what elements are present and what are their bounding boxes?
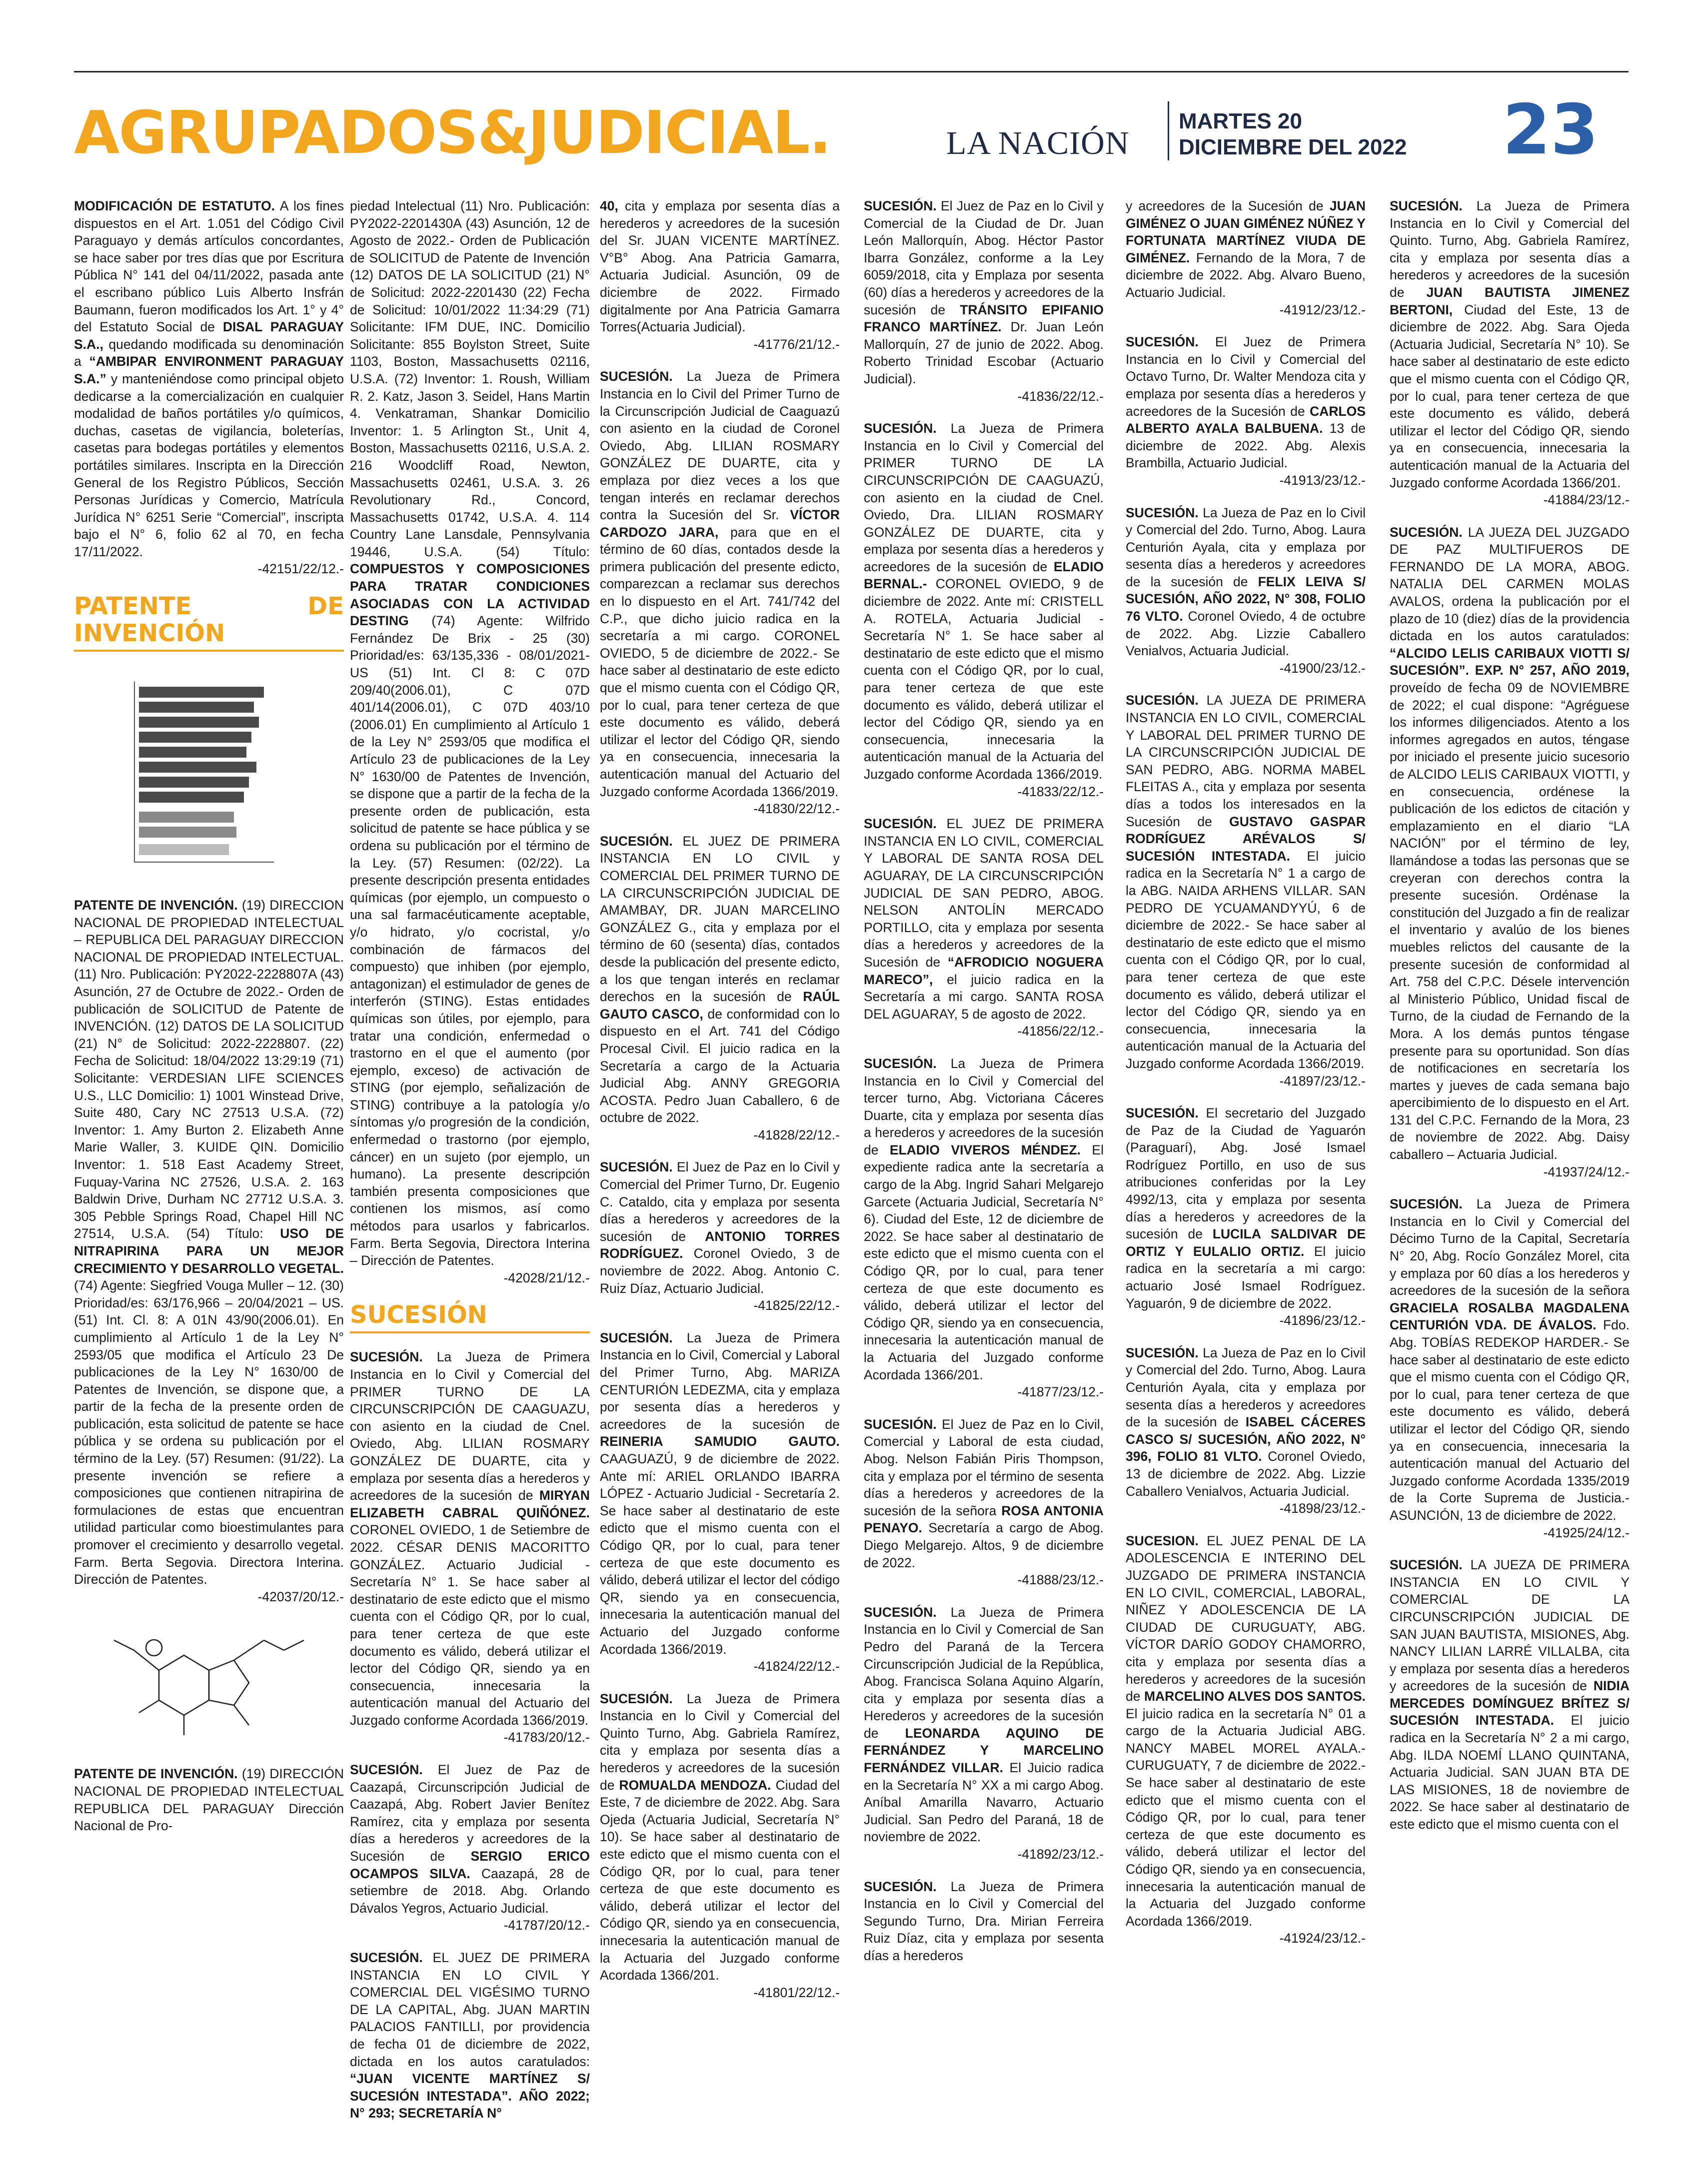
notice-ref: -41877/23/12.- (1017, 1384, 1104, 1400)
notice-ref: -41898/23/12.- (1279, 1501, 1366, 1516)
notice-sucesion (600, 1690, 840, 2002)
notice-patente-1 (74, 897, 344, 1605)
notice-sucesion (1390, 1195, 1630, 1541)
notice-modificacion-estatuto (74, 197, 344, 578)
notice-body: La Jueza de Primera Instancia en lo Civil y Comercial del Quinto Turno, Abg. Gabriela Ramírez, cita y emplaza por sesenta días a herederos y acreedores de la sucesión de (600, 1691, 840, 1793)
notice-name: ELADIO VIVEROS MÉNDEZ. (889, 1142, 1081, 1157)
notice-body-2: para que en el término de 60 días, contados desde la primera publicación del presente edicto, comparezcan a reclamar sus derechos en lo dispuesto en el Art. 741/742 del C.P., que dicho juicio radica en la secretaría a mi cargo. CORONEL OVIEDO, 5 de diciembre de 2022.- Se hace saber al destinatario de este edicto que el mismo cuenta con el Código QR, por lo cual, para tener certeza de que este documento es válido, deberá utilizar el lector del Código QR, siendo ya en consecuencia, innecesaria la autenticación manual del Actuario del Juzgado conforme Acordada 1366/2019. (600, 524, 840, 799)
notice-name: REINERIA SAMUDIO GAUTO. (600, 1434, 840, 1449)
notice-patent-title: COMPUESTOS Y COMPOSICIONES PARA TRATAR CONDICIONES ASOCIADAS CON LA ACTIVIDAD DESTING (350, 561, 590, 629)
notice-body-2: Dr. Juan León Mallorquín, 27 de junio de 2022. Abog. Roberto Trinidad Escobar (Actuario Judicial). (864, 319, 1104, 386)
notice-sucesion (864, 1055, 1104, 1401)
notice-name: ELADIO BERNAL.- (864, 559, 1104, 592)
notice-body: La Jueza de Paz en lo Civil y Comercial del 2do. Turno, Abog. Laura Centurión Ayala, cita y emplaza por sesenta días a herederos y acreedores de la sucesión de (1126, 505, 1366, 589)
notice-body-2: El Juicio radica en la Secretaría N° XX a mi cargo Abog. Aníbal Amarilla Navarro, Actuario Judicial. San Pedro del Paraná, 18 de noviembre de 2022. (864, 1760, 1104, 1845)
notice-body-2: CAAGUAZÚ, 9 de diciembre de 2022. Ante mí: ARIEL ORLANDO IBARRA LÓPEZ - Actuario Judicial - Secretaría 2. Se hace saber al destinatario de este edicto que el mismo cuenta con el Código QR, por lo cual, para tener certeza de que este documento es válido, deberá utilizar el lector del código QR, siendo ya en consecuencia, innecesaria la autenticación manual del Actuario del Juzgado conforme Acordada 1366/2019. (600, 1451, 840, 1657)
notice-title: SUCESIÓN. (350, 1762, 423, 1778)
notice-body-2: (74) Agente: Siegfried Vouga Muller – 12. (30) Prioridad/es: 63/176,966 – 20/04/2021 – US. (51) Int. Cl. 8: A 01N 43/90(2006.01). En cumplimiento al Artículo 1 de la Ley N° 2593/05 que modifica el Artículo 23 De publicaciones de la Ley N° 1630/00 de Patentes de Invención, se dispone que, a partir de la fecha de la presente orden de publicación, esta solicitud de patente se hace pública y se ordena su publicación por el término de la Ley. (57) Resumen: (91/22). La presente invención se refiere a composiciones que contienen nitrapirina de formulaciones de estas que encuentran utilidad particular como bioestimulantes para promover el crecimiento y desarrollo vegetal. Farm. Berta Segovia. Directora Interina. Dirección de Patentes. (74, 1278, 344, 1587)
notice-body-2: El juicio radica en la secretaría N° 01 a cargo de la Actuaria Judicial ABG. NANCY MABEL MOREL AYALA.- CURUGUATY, 7 de diciembre de 2022.- Se hace saber al destinatario de este edicto que el mismo cuenta con el Código QR, por lo cual, para tener certeza de que este documento es válido, deberá utilizar el lector del Código QR, siendo ya en consecuencia, innecesaria la autenticación manual de la Actuaria del Juzgado conforme Acordada 1366/2019. (1126, 1706, 1366, 1929)
notice-title: SUCESIÓN. (600, 1159, 673, 1175)
notice-ref: -41937/24/12.- (1543, 1164, 1630, 1179)
notice-body-2: 13 de diciembre de 2022. Abg. Alexis Brambilla, Actuario Judicial. (1126, 421, 1366, 471)
notice-sucesion (864, 420, 1104, 800)
notice-title: SUCESIÓN. (1126, 505, 1199, 520)
notice-name: “AFRODICIO NOGUERA MARECO”, (864, 954, 1104, 987)
notice-name: JUAN GIMÉNEZ O JUAN GIMÉNEZ NÚÑEZ Y FORTUNATA MARTÍNEZ VIUDA DE GIMÉNEZ. (1126, 198, 1366, 265)
notice-body: El Juez de Paz en lo Civil y Comercial de la Ciudad de Dr. Juan León Mallorquín, Abog. Héctor Pastor Ibarra González, conforme a la Ley 6059/2018, cita y Emplaza por sesenta (60) días a herederos y acreedores de la sucesión de (864, 198, 1104, 317)
notice-title: SUCESIÓN. (600, 1330, 673, 1345)
notice-title: SUCESIÓN. (1390, 524, 1463, 540)
notice-title: SUCESIÓN. (350, 1349, 423, 1365)
notice-title: SUCESIÓN. (1390, 1196, 1463, 1212)
notice-ref: -41828/22/12.- (753, 1127, 840, 1142)
notice-body: La Jueza de Primera Instancia en lo Civil del Primer Turno de la Circunscripción Judicial de Caaguazú con asiento en la ciudad de Coronel Oviedo, Abg. LILIAN ROSMARY GONZÁLEZ DE DUARTE, cita y emplaza por diez veces a los que tengan interés en reclamar derechos contra la Sucesión del Sr. (600, 369, 840, 523)
issue-date (1179, 108, 1407, 160)
notice-body-2: Fdo. Abg. TOBÍAS REDEKOP HARDER.- Se hace saber al destinatario de este edicto que el mismo cuenta con el Código QR, por lo cual, para tener certeza de que este documento es válido, deberá utilizar el lector del Código QR, siendo ya en consecuencia, innecesaria la autenticación manual del Actuario del Juzgado conforme Acordada 1335/2019 de la Corte Suprema de Justicia.- ASUNCIÓN, 13 de diciembre de 2022. (1390, 1317, 1630, 1523)
notice-title: SUCESIÓN. (600, 833, 673, 849)
column-1 (74, 197, 344, 1850)
notice-title: SUCESIÓN. (864, 1416, 937, 1432)
notice-body: LA JUEZA DE PRIMERA INSTANCIA EN LO CIVIL Y COMERCIAL DE LA CIRCUNSCRIPCIÓN JUDICIAL DE SAN JUAN BAUTISTA, MISIONES, Abg. NANCY LILIAN LARRÉ VILLALBA, cita y emplaza por sesenta días a herederos y acreedores de la sucesión de (1390, 1557, 1630, 1694)
notice-body-2: Caazapá, 28 de setiembre de 2018. Abg. Orlando Dávalos Yegros, Actuario Judicial. (350, 1866, 590, 1916)
notice-body: LA JUEZA DEL JUZGADO DE PAZ MULTIFUEROS DE FERNANDO DE LA MORA, ABOG. NATALIA DEL CARMEN MOLAS AVALOS, ordena la publicación por el plazo de 10 (diez) días de la providencia dictada en los autos caratulados: (1390, 524, 1630, 644)
notice-body-2: de conformidad con lo dispuesto en el Art. 741 del Código Procesal Civil. El juicio radica en la Secretaría a cargo de la Actuaria Judicial Abg. ANNY GREGORIA ACOSTA. Pedro Juan Caballero, 6 de octubre de 2022. (600, 1006, 840, 1125)
notice-name: GRACIELA ROSALBA MAGDALENA CENTURIÓN VDA. DE ÁVALOS. (1390, 1300, 1630, 1333)
notice-sucesion-continued (1126, 197, 1366, 318)
notice-body: La Jueza de Primera Instancia en lo Civil y Comercial del Décimo Turno de la Capital, Secretaría N° 20, Abg. Rocío González Morel, cita y emplaza por 60 días a los herederos y acreedores de la sucesión de la señora (1390, 1196, 1630, 1298)
notice-body-2: CORONEL OVIEDO, 9 de diciembre de 2022. Ante mí: CRISTELL A. ROTELA, Actuaria Judicial - Secretaría N° 1. Se hace saber al destinatario de este edicto que el mismo cuenta con el Código QR, por lo cual, para tener certeza de que este documento es válido, deberá utilizar el lector del Código QR, siendo ya en consecuencia, innecesaria la autenticación manual de la Actuaria del Juzgado conforme Acordada 1366/2019. (864, 576, 1104, 782)
notice-title: SUCESIÓN. (864, 816, 937, 832)
notice-title: PATENTE DE INVENCIÓN. (74, 1766, 238, 1782)
notice-sucesion (350, 1949, 590, 2122)
column-6 (1390, 197, 1630, 1848)
masthead (74, 89, 1629, 170)
notice-ref: -41783/20/12.- (503, 1730, 590, 1745)
notice-new-name: “AMBIPAR ENVIRONMENT PARAGUAY S.A.” (74, 354, 344, 386)
notice-title: SUCESIÓN. (1126, 334, 1199, 350)
notice-ref: -41776/21/12.- (753, 336, 840, 352)
notice-ref: -41787/20/12.- (503, 1918, 590, 1933)
notice-patente-2-continued (350, 197, 590, 1286)
notice-body: EL JUEZ PENAL DE LA ADOLESCENCIA E INTERINO DEL JUZGADO DE PRIMERA INSTANCIA EN LO CIVIL, COMERCIAL, LABORAL, NIÑEZ Y ADOLESCENCIA DE LA CIUDAD DE CURUGUATY, ABG. VÍCTOR DARÍO GODOY CHAMORRO, cita y emplaza por sesenta días a herederos y acreedores de la sucesión de (1126, 1533, 1366, 1704)
notice-ref: -42151/22/12.- (257, 561, 344, 577)
notice-title: SUCESIÓN. (1126, 693, 1199, 708)
notice-body-3: y manteniéndose como principal objeto dedicarse a la comercialización en cualquier modalidad de baños portátiles y/o químicos, duchas, casetas de vigilancia, boleterías, casetas para bodegas portátiles y elementos portátiles similares. Inscripta en la Dirección General de los Registro Públicos, Sección Personas Jurídicas y Comercio, Matrícula Jurídica N° 6251 Serie “Comercial”, inscripta bajo el N° 6, folio 62 al 70, en fecha 17/11/2022. (74, 371, 344, 559)
notice-sucesion (864, 1416, 1104, 1589)
notice-ref: -41856/22/12.- (1017, 1024, 1104, 1039)
column-4 (864, 197, 1104, 1980)
notice-ref: -41897/23/12.- (1279, 1073, 1366, 1089)
notice-title: SUCESIÓN. (864, 421, 937, 436)
notice-sucesion (864, 197, 1104, 405)
notice-body: La Jueza de Paz en lo Civil y Comercial del 2do. Turno, Abog. Laura Centurión Ayala, cita y emplaza por sesenta días a herederos y acreedores de la sucesión de (1126, 1345, 1366, 1430)
notice-body: El secretario del Juzgado de Paz de la Ciudad de Yaguarón (Paraguarí), Abg. José Ismael Rodríguez Portillo, en uso de sus atribuciones conferidas por la Ley 4992/13, cita y emplaza por sesenta días a herederos y acreedores de la sucesión de (1126, 1105, 1366, 1242)
notice-body: EL JUEZ DE PRIMERA INSTANCIA EN LO CIVIL y COMERCIAL DEL PRIMER TURNO DE LA CIRCUNSCRIPCIÓN JUDICIAL DE AMAMBAY, DR. JUAN MARCELINO GONZÁLEZ G., cita y emplaza por el término de 60 (sesenta) días, contados desde la publicación del presente edicto, a los que tengan interés en reclamar derechos en la sucesión de (600, 833, 840, 1005)
notice-sucesion (1390, 197, 1630, 509)
notice-body: La Jueza de Primera Instancia en lo Civil y Comercial de San Pedro del Paraná de la Tercera Circunscripción Judicial de la República, Abog. Francisca Solana Aquino Algarín, cita y emplaza por sesenta días a Herederos y acreedores de la sucesión de (864, 1604, 1104, 1741)
notice-name: CARLOS ALBERTO AYALA BALBUENA. (1126, 403, 1366, 436)
notice-ref: -42028/21/12.- (503, 1270, 590, 1285)
notice-sucesion (600, 1158, 840, 1314)
notice-body-2: El juicio radica en la secretaría a mi cargo: actuario José Ismael Rodríguez. Yaguarón, 9 de diciembre de 2022. (1126, 1243, 1366, 1311)
notice-ref: -41912/23/12.- (1279, 302, 1366, 317)
notice-name: “JUAN VICENTE MARTÍNEZ S/ SUCESIÓN INTESTADA”. AÑO 2022; N° 293; SECRETARÍA N° (350, 2071, 590, 2121)
notice-title: SUCESIÓN. (864, 1604, 937, 1620)
notice-name: TRÁNSITO EPIFANIO FRANCO MARTÍNEZ. (864, 302, 1104, 335)
column-2 (350, 197, 590, 2137)
notice-body: LA JUEZA DE PRIMERA INSTANCIA EN LO CIVIL, COMERCIAL Y LABORAL DEL PRIMER TURNO DE LA CIRCUNSCRIPCIÓN JUDICIAL DE SAN PEDRO, ABG. NORMA MABEL FLEITAS A., cita y emplaza por sesenta días a todos los interesados en la Sucesión de (1126, 693, 1366, 829)
notice-body-2: El expediente radica ante la secretaría a cargo de la Abg. Ingrid Sahari Melgarejo Garcete (Actuaria Judicial, Secretaría N° 6). Ciudad del Este, 12 de diciembre de 2022. Se hace saber al destinatario de este edicto que el mismo cuenta con el Código QR, por lo cual, para tener certeza de que este documento es válido, deberá utilizar el lector del Código QR, siendo ya en consecuencia, innecesaria la autenticación manual de la Actuaria del Juzgado conforme Acordada 1366/201. (864, 1142, 1104, 1382)
notice-name: RAÚL GAUTO CASCO, (600, 989, 840, 1022)
notice-ref: -41892/23/12.- (1017, 1847, 1104, 1862)
notice-patent-title: USO DE NITRAPIRINA PARA UN MEJOR CRECIMIENTO Y DESARROLLO VEGETAL. (74, 1226, 344, 1276)
chemical-structure-graphic (104, 1620, 334, 1745)
patent-bar-figure (124, 667, 284, 877)
notice-title: SUCESIÓN. (1126, 1105, 1199, 1121)
notice-title: SUCESIÓN. (1390, 198, 1463, 213)
notice-sucesion (600, 368, 840, 817)
notice-name: FELIX LEIVA S/ SUCESIÓN, AÑO 2022, N° 308, FOLIO 76 VLTO. (1126, 574, 1366, 624)
notice-body-2: Coronel Oviedo, 3 de noviembre de 2022. Abog. Antonio C. Ruiz Díaz, Actuario Judicial. (600, 1246, 840, 1296)
notice-ref: -41896/23/12.- (1279, 1313, 1366, 1328)
notice-body-2: quedando modificada su denominación a (74, 336, 344, 369)
notice-body: La Jueza de Primera Instancia en lo Civil, Comercial y Laboral del Primer Turno, Abg. MARIZA CENTURIÓN LEDEZMA, cita y emplaza por sesenta días a herederos y acreedores de la sucesión de (600, 1330, 840, 1432)
section-title: AGRUPADOS&JUDICIAL. (74, 98, 831, 167)
notice-ref: -42037/20/12.- (257, 1589, 344, 1604)
notice-body: La Jueza de Primera Instancia en lo Civil y Comercial del tercer turno, Abg. Victoriana Cáceres Duarte, cita y emplaza por sesenta días a herederos y acreedores de la sucesión de (864, 1056, 1104, 1157)
notice-body-2: El juicio radica en la Secretaría N° 1 a cargo de la ABG. NAIDA ARHENS VILLAR. SAN PEDRO DE YCUAMANDYYÚ, 6 de diciembre de 2022.- Se hace saber al destinatario de este edicto que el mismo cuenta con el Código QR, por lo cual, para tener certeza de que este documento es válido, deberá utilizar el lector del Código QR, siendo ya en consecuencia, innecesaria la autenticación manual de la Actuaria del Juzgado conforme Acordada 1366/2019. (1126, 848, 1366, 1071)
notice-company: DISAL PARAGUAY S.A., (74, 319, 344, 352)
notice-name: ROSA ANTONIA PENAYO. (864, 1503, 1104, 1536)
notice-sucesion (1390, 1556, 1630, 1833)
notice-body: A los fines dispuestos en el Art. 1.051 del Código Civil Paraguayo y demás artículos concordantes, se hace saber por tres días que por Escritura Pública N° 141 del 04/11/2022, pasada ante el escribano público Luis Alberto Insfrán Baumann, fueron modificados los Art. 1° y 4° del Estatuto Social de (74, 198, 344, 335)
notice-title: SUCESIÓN. (864, 1879, 937, 1894)
notice-body: El Juez de Primera Instancia en lo Civil y Comercial del Octavo Turno, Dr. Walter Mendoza cita y emplaza por sesenta días a herederos y acreedores de la Sucesión de (1126, 334, 1366, 419)
notice-name: GUSTAVO GASPAR RODRÍGUEZ ARÉVALOS S/ SUCESIÓN INTESTADA. (1126, 814, 1366, 864)
notice-body-2: Ciudad del Este, 7 de diciembre de 2022. Abg. Sara Ojeda (Actuaria Judicial, Secretaría N° 10). Se hace saber al destinatario de este edicto que el mismo cuenta con el Código QR, por lo cual, para tener certeza de que este documento es válido, deberá utilizar el lector del Código QR, siendo ya en consecuencia, innecesaria la autenticación manual de la Actuaria del Juzgado conforme Acordada 1366/201. (600, 1777, 840, 1983)
notice-body-2: Coronel Oviedo, 13 de diciembre de 2022. Abg. Lizzie Caballero Venialvos, Actuaria Judicial. (1126, 1449, 1366, 1499)
notice-body: La Jueza de Primera Instancia en lo Civil y Comercial del Quinto. Turno, Abg. Gabriela Ramírez, cita y emplaza por sesenta días a herederos y acreedores de la sucesión de (1390, 198, 1630, 300)
notice-body-2: proveído de fecha 09 de NOVIEMBRE de 2022; el cual dispone: “Agréguese los informes diligenciados. Atento a los informes agregados en autos, téngase por iniciado el presente juicio sucesorio de ALCIDO LELIS CARIBAUX VIOTTI, y en consecuencia, ordénese la publicación de los edictos de citación y emplazamiento en el diario “LA NACIÓN” por el término de ley, llamándose a todas las personas que se creyeran con derechos contra la presente sucesión. Ordénase la constitución del Juzgado a fin de realizar el inventario y avalúo de los bienes muebles relictos del causante de la presente sucesión de conformidad al Art. 758 del C.P.C. Désele intervención al Ministerio Público, Unidad fiscal de Turno, de la ciudad de Fernando de la Mora. A los demás puntos téngase presente para su oportunidad. Son días de notificaciones en secretaría los martes y jueves de cada semana bajo apercibimiento de lo dispuesto en el Art. 131 del C.P.C. Fernando de la Mora, 23 de noviembre de 2022. Abg. Daisy caballero – Actuaria Judicial. (1390, 680, 1630, 1162)
notice-sucesion (1126, 1532, 1366, 1947)
notice-body: (19) DIRECCION NACIONAL DE PROPIEDAD INTELECTUAL – REPUBLICA DEL PARAGUAY DIRECCION NACIONAL DE PROPIEDAD INTELECTUAL. (11) Nro. Publicación: PY2022-2228807A (43) Asunción, 27 de Octubre de 2022.- Orden de publicación de SOLICITUD de Patente de INVENCIÓN. (12) DATOS DE LA SOLICITUD (21) N° de Solicitud: 2022-2228807. (22) Fecha de Solicitud: 18/04/2022 13:29:19 (71) Solicitante: VERDESIAN LIFE SCIENCES U.S., LLC Domicilio: 1) 1001 Winstead Drive, Suite 480, Cary NC 27513 U.S.A. (72) Inventor: 1. Amy Burton 2. Elizabeth Anne Marie Waller, 3. KUIDE QIN. Domicilio Inventor: 1. 518 East Academy Street, Fuquay-Varina NC 27526, U.S.A. 2. 163 Baldwin Drive, Durham NC 27712 U.S.A. 3. 305 Pebble Springs Road, Chapel Hill NC 27514, U.S.A. (54) Título: (74, 898, 344, 1241)
notice-body: La Jueza de Primera Instancia en lo Civil y Comercial del PRIMER TURNO DE LA CIRCUNSCRIPCIÓN DE CAAGUAZÚ, con asiento en la ciudad de Cnel. Oviedo, Dra. LILIAN ROSMARY GONZÁLEZ DE DUARTE, cita y emplaza por sesenta días a herederos y acreedores de la sucesión de (864, 421, 1104, 574)
notice-name: LUCILA SALDIVAR DE ORTIZ Y EULALIO ORTIZ. (1126, 1226, 1366, 1259)
notice-body: y acreedores de la Sucesión de (1126, 198, 1324, 213)
notice-sucesion (1126, 692, 1366, 1090)
notice-name: ROMUALDA MENDOZA. (619, 1777, 771, 1793)
notice-body-2: CORONEL OVIEDO, 1 de Setiembre de 2022. CÉSAR DENIS MACORITTO GONZÁLEZ. Actuario Judicial - Secretaría N° 1. Se hace saber al destinatario de este edicto que el mismo cuenta con el Código QR, por lo cual, para tener certeza de que este documento es válido, deberá utilizar el lector del Código QR, siendo ya en consecuencia, innecesaria la autenticación manual del Actuario del Juzgado conforme Acordada 1366/2019. (350, 1522, 590, 1728)
notice-body-2: Secretaría a cargo de Abog. Diego Melgarejo. Altos, 9 de diciembre de 2022. (864, 1520, 1104, 1570)
notice-ref: -41925/24/12.- (1543, 1525, 1630, 1540)
notice-name: MARCELINO ALVES DOS SANTOS. (1144, 1689, 1366, 1704)
notice-body: La Jueza de Primera Instancia en lo Civil y Comercial del PRIMER TURNO DE LA CIRCUNSCRIPCIÓN DE CAAGUAZU, con asiento en la ciudad de Cnel. Oviedo, Abg. LILIAN ROSMARY GONZÁLEZ DE DUARTE, cita y emplaza por sesenta días a herederos y acreedores de la sucesión de (350, 1349, 590, 1503)
notice-sucesion (1126, 1344, 1366, 1517)
notice-sucesion (600, 1329, 840, 1675)
notice-ref: -41825/22/12.- (753, 1298, 840, 1313)
notice-name: 40, (600, 198, 618, 213)
notice-sucesion (350, 1348, 590, 1746)
notice-sucesion-continued (600, 197, 840, 353)
notice-name: JUAN BAUTISTA JIMENEZ BERTONI, (1390, 284, 1630, 317)
notice-ref: -41888/23/12.- (1017, 1572, 1104, 1588)
notice-ref: -41884/23/12.- (1543, 492, 1630, 508)
section-heading-sucesion: SUCESIÓN (350, 1301, 590, 1333)
notice-ref: -41801/22/12.- (753, 1985, 840, 2000)
notice-body: piedad Intelectual (11) Nro. Publicación: PY2022-2201430A (43) Asunción, 12 de Agosto de 2022.- Orden de Publicación de SOLICITUD de Patente de Invención (12) DATOS DE LA SOLICITUD (21) N° de Solicitud: 2022-2201430 (22) Fecha de Solicitud: 10/01/2022 11:34:29 (71) Solicitante: IFM DUE, INC. Domicilio Solicitante: 855 Boylston Street, Suite 1103, Boston, Massachusetts 02116, U.S.A. (72) Inventor: 1. Roush, William R. 2. Katz, Jason 3. Seidel, Hans Martin 4. Venkatraman, Shankar Domicilio Inventor: 1. 5 Arlington St., Unit 4, Boston, Massachusetts 02116, U.S.A. 2. 216 Woodcliff Road, Newton, Massachusetts 02461, U.S.A. 3. 26 Revolutionary Rd., Concord, Massachusetts 01742, U.S.A. 4. 114 Country Lane Lansdale, Pennsylvania 19446, U.S.A. (54) Título: (350, 198, 590, 559)
page-number: 23 (1502, 89, 1599, 170)
notice-title: SUCESIÓN. (600, 1691, 673, 1706)
notice-title: SUCESIÓN. (864, 1056, 937, 1071)
notice-ref: -41900/23/12.- (1279, 660, 1366, 676)
notice-name: ISABEL CÁCERES CASCO S/ SUCESIÓN, AÑO 2022, N° 396, FOLIO 81 VLTO. (1126, 1414, 1366, 1464)
notice-body-2: el juicio radica en la Secretaría a mi cargo. SANTA ROSA DEL AGUARAY, 5 de agosto de 2022. (864, 972, 1104, 1022)
notice-sucesion (864, 1878, 1104, 1965)
notice-title: SUCESIÓN. (1126, 1345, 1199, 1360)
masthead-divider (1168, 101, 1169, 160)
notice-title: MODIFICACIÓN DE ESTATUTO. (74, 198, 275, 213)
notice-body: EL JUEZ DE PRIMERA INSTANCIA EN LO CIVIL, COMERCIAL Y LABORAL DE SANTA ROSA DEL AGUARAY, DE LA CIRCUNSCRIPCIÓN JUDICIAL DE SAN PEDRO, ABOG. NELSON ANTOLÍN MERCADO PORTILLO, cita y emplaza por sesenta días a herederos y acreedores de la Sucesión de (864, 816, 1104, 970)
notice-name: SERGIO ERICO OCAMPOS SILVA. (350, 1849, 590, 1881)
notice-title: SUCESIÓN. (864, 198, 937, 213)
chemical-structure-figure (104, 1620, 334, 1745)
notice-name: VÍCTOR CARDOZO JARA, (600, 507, 840, 540)
notice-name: LEONARDA AQUINO DE FERNÁNDEZ Y MARCELINO FERNÁNDEZ VILLAR. (864, 1725, 1104, 1776)
notice-body-2: Coronel Oviedo, 4 de octubre de 2022. Abg. Lizzie Caballero Venialvos, Actuaria Judicial. (1126, 609, 1366, 659)
notice-name: ANTONIO TORRES RODRÍGUEZ. (600, 1228, 840, 1261)
notice-ref: -41836/22/12.- (1017, 388, 1104, 404)
issue-date-line2: DICIEMBRE DEL 2022 (1179, 135, 1407, 159)
patent-figure-graphic (124, 667, 284, 877)
notice-body: EL JUEZ DE PRIMERA INSTANCIA EN LO CIVIL Y COMERCIAL DEL VIGÉSIMO TURNO DE LA CAPITAL, Abg. JUAN MARTIN PALACIOS FANTILLI, por providencia de fecha 01 de diciembre de 2022, dictada en los autos caratulados: (350, 1950, 590, 2069)
notice-sucesion (350, 1761, 590, 1934)
issue-date-line1: MARTES 20 (1179, 109, 1302, 133)
notice-sucesion (1126, 333, 1366, 489)
notice-sucesion (864, 1604, 1104, 1863)
notice-patente-2 (74, 1765, 344, 1834)
notice-body: El Juez de Paz en lo Civil, Comercial y Laboral de esta ciudad, Abog. Nelson Fabián Piris Thompson, cita y emplaza por el término de sesenta días a herederos y acreedores de la sucesión de la señora (864, 1416, 1104, 1518)
notice-ref: -41833/22/12.- (1017, 784, 1104, 799)
notice-sucesion (1126, 1104, 1366, 1329)
top-rule (74, 71, 1629, 72)
notice-sucesion (864, 815, 1104, 1040)
column-5 (1126, 197, 1366, 1962)
notice-name: “ALCIDO LELIS CARIBAUX VIOTTI S/ SUCESIÓN”. EXP. N° 257, AÑO 2019, (1390, 645, 1630, 678)
notice-body-2: Fernando de la Mora, 7 de diciembre de 2022. Abg. Alvaro Bueno, Actuario Judicial. (1126, 250, 1366, 300)
newspaper-name: LA NACIÓN (946, 125, 1130, 161)
notice-name: MIRYAN ELIZABETH CABRAL QUIÑÓNEZ. (350, 1488, 590, 1520)
section-heading-patente: PATENTE DE INVENCIÓN (74, 593, 344, 652)
notice-ref: -41913/23/12.- (1279, 472, 1366, 488)
notice-title: SUCESIÓN. (600, 369, 673, 384)
notice-ref: -41830/22/12.- (753, 801, 840, 817)
notice-sucesion (600, 833, 840, 1144)
notice-body-2: (74) Agente: Wilfrido Fernández De Brix - 25 (30) Prioridad/es: 63/135,336 - 08/01/2021- US (51) Int. Cl 8: C 07D 209/40(2006.01), C 07D 401/14(2006.01), C 07D 403/10 (2006.01) En cumplimiento al Artículo 1 de la Ley N° 2593/05 que modifica el Artículo 23 de publicaciones de la Ley N° 1630/00 de Patentes de Invención, se dispone que a partir de la fecha de la presente orden de publicación, esta solicitud de patente se hace pública y se ordena su publicación por el término de la Ley. (57) Resumen: (02/22). La presente descripción presenta entidades químicas (por ejemplo, un compuesto o una sal farmacéuticamente aceptable, y/o hidrato, y/o cocristal, y/o combinación de fármacos del compuesto) que inhiben (por ejemplo, antagonizan) el estimulador de genes de interferón (STING). Estas entidades químicas son útiles, por ejemplo, para tratar una condición, enfermedad o trastorno en el que el aumento (por ejemplo, exceso) de activación de STING (por ejemplo, señalización de STING) contribuye a la patología y/o síntomas y/o progresión de la condición, enfermedad o trastorno (por ejemplo, cáncer) en un sujeto (por ejemplo, un humano). La presente descripción también presenta composiciones que contienen los mismos, así como métodos para usarlos y fabricarlos. Farm. Berta Segovia, Directora Interina – Dirección de Patentes. (350, 613, 590, 1268)
notice-body: El Juez de Paz en lo Civil y Comercial del Primer Turno, Dr. Eugenio C. Cataldo, cita y emplaza por sesenta días a herederos y acreedores de la sucesión de (600, 1159, 840, 1244)
notice-body-2: Ciudad del Este, 13 de diciembre de 2022. Abg. Sara Ojeda (Actuaria Judicial, Secretaría N° 10). Se hace saber al destinatario de este edicto que el mismo cuenta con el Código QR, por lo cual, para tener certeza de que este documento es válido, deberá utilizar el lector del Código QR, siendo ya en consecuencia, innecesaria la autenticación manual de la Actuaria del Juzgado conforme Acordada 1366/201. (1390, 302, 1630, 490)
notice-ref: -41824/22/12.- (753, 1659, 840, 1674)
notice-title: PATENTE DE INVENCIÓN. (74, 898, 238, 913)
notice-body: cita y emplaza por sesenta días a herederos y acreedores de la sucesión del Sr. JUAN VICENTE MARTÍNEZ. V°B° Abog. Ana Patricia Gamarra, Actuaria Judicial. Asunción, 09 de diciembre de 2022. Firmado digitalmente por Ana Patricia Gamarra Torres(Actuaria Judicial). (600, 198, 840, 335)
notice-name: NIDIA MERCEDES DOMÍNGUEZ BRÍTEZ S/ SUCESIÓN INTESTADA. (1390, 1678, 1630, 1728)
notice-sucesion (1390, 524, 1630, 1181)
notice-body: (19) DIRECCIÓN NACIONAL DE PROPIEDAD INTELECTUAL REPUBLICA DEL PARAGUAY Dirección Nacional de Pro- (74, 1766, 344, 1834)
notice-sucesion (1126, 504, 1366, 677)
notice-title: SUCESION. (1126, 1533, 1199, 1548)
notice-title: SUCESIÓN. (1390, 1557, 1463, 1573)
notice-title: SUCESIÓN. (350, 1950, 423, 1965)
notice-body: El Juez de Paz de Caazapá, Circunscripción Judicial de Caazapá, Abg. Robert Javier Benítez Ramírez, cita y emplaza por sesenta días a herederos y acreedores de la Sucesión de (350, 1762, 590, 1864)
notice-body: La Jueza de Primera Instancia en lo Civil y Comercial del Segundo Turno, Dra. Mirian Ferreira Ruiz Díaz, cita y emplaza por sesenta días a herederos (864, 1879, 1104, 1963)
notice-body-2: El juicio radica en la Secretaría N° 2 a mi cargo, Abg. ILDA NOEMÍ LLANO QUINTANA, Actuaria Judicial. SAN JUAN BTA DE LAS MISIONES, 18 de noviembre de 2022. Se hace saber al destinatario de este edicto que el mismo cuenta con el (1390, 1713, 1630, 1832)
notice-ref: -41924/23/12.- (1279, 1931, 1366, 1946)
column-3 (600, 197, 840, 2016)
